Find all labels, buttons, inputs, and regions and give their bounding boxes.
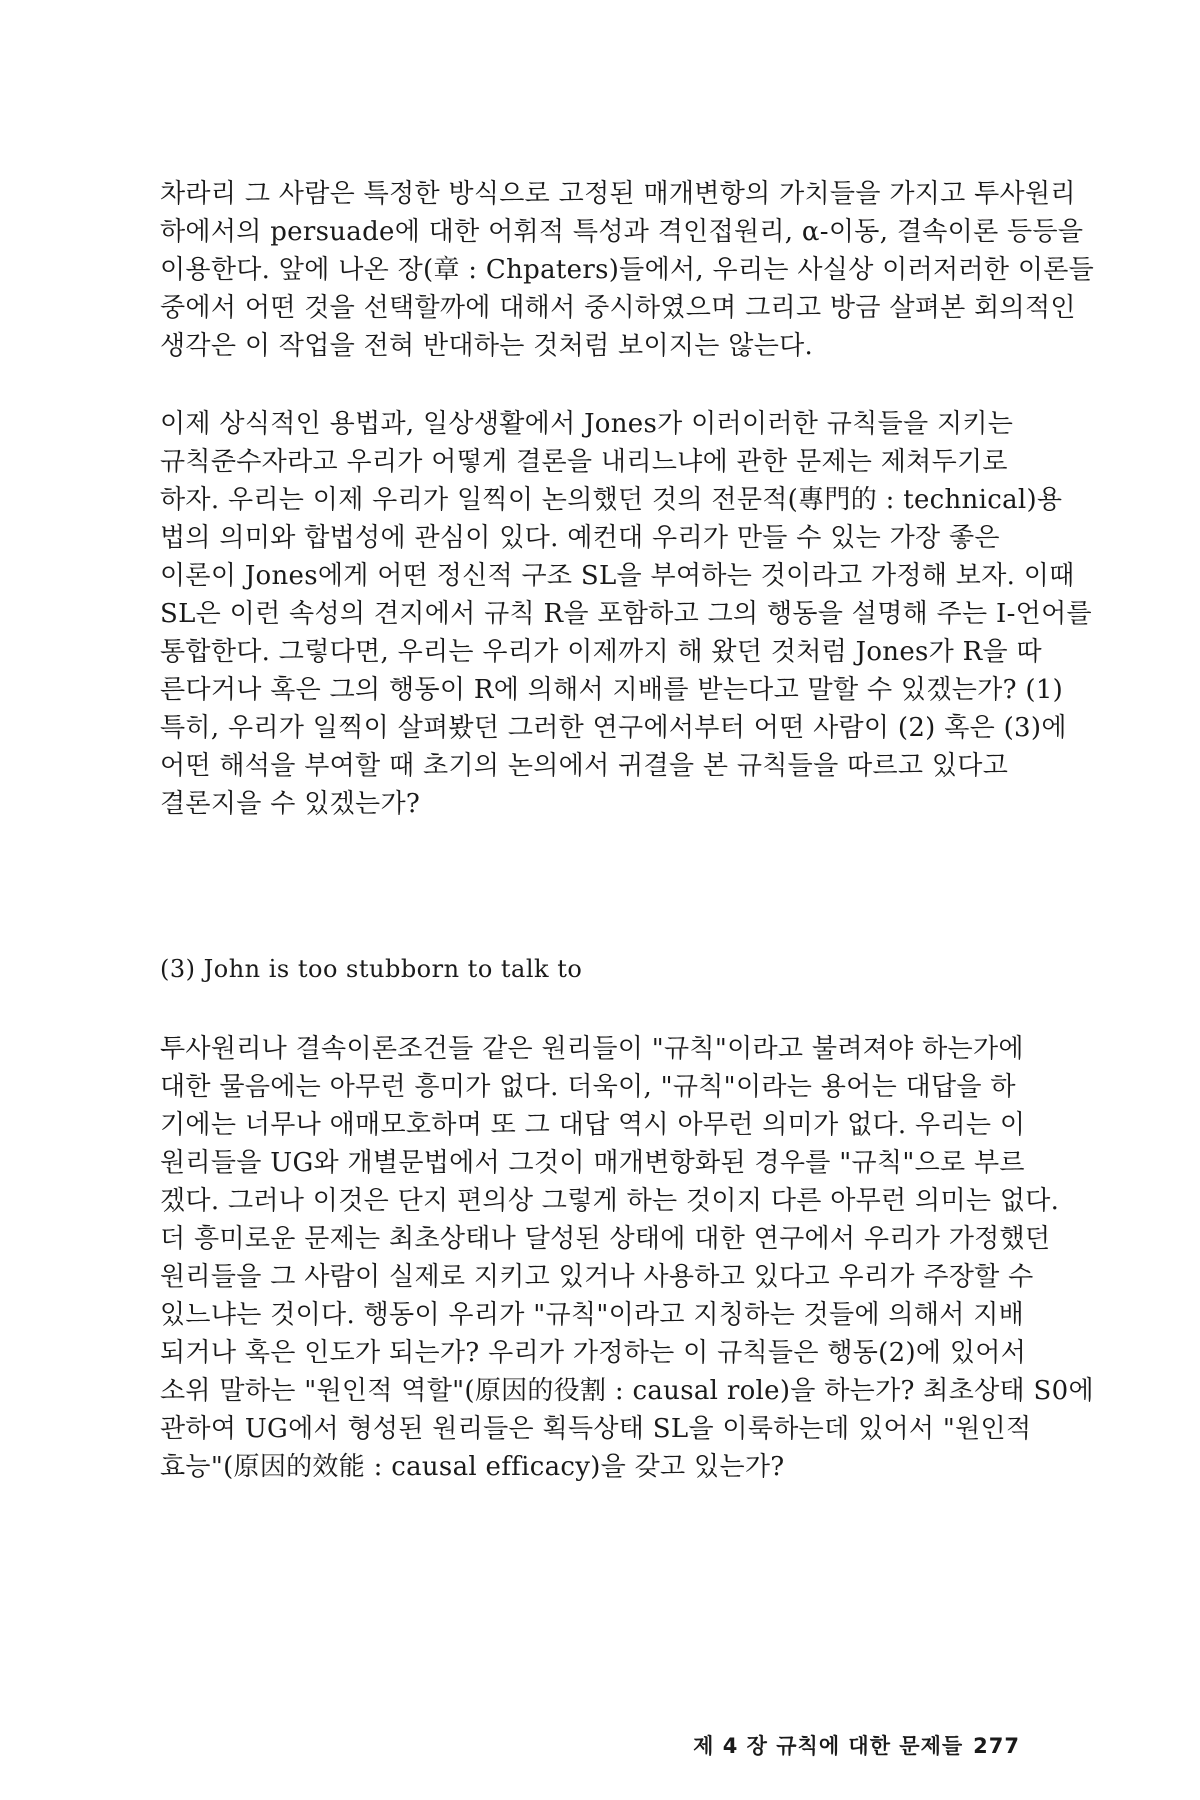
- text-line: 소위 말하는 "원인적 역할"(原因的役割 : causal role)을 하는가? 최초상태 S0에: [160, 1376, 1094, 1406]
- text-line: 하자. 우리는 이제 우리가 일찍이 논의했던 것의 전문적(專門的 : technical)용: [160, 485, 1063, 515]
- text-line: 원리들을 그 사람이 실제로 지키고 있거나 사용하고 있다고 우리가 주장할 수: [160, 1262, 1034, 1292]
- text-line: 결론지을 수 있겠는가?: [160, 789, 421, 819]
- text-line: 생각은 이 작업을 전혀 반대하는 것처럼 보이지는 않는다.: [160, 331, 814, 361]
- text-line: 되거나 혹은 인도가 되는가? 우리가 가정하는 이 규칙들은 행동(2)에 있어서: [160, 1338, 1027, 1368]
- text-line: 기에는 너무나 애매모호하며 또 그 대답 역시 아무런 의미가 없다. 우리는 이: [160, 1110, 1026, 1140]
- text-line: 차라리 그 사람은 특정한 방식으로 고정된 매개변항의 가치들을 가지고 투사원리: [160, 179, 1076, 209]
- chapter-title: 제 4 장 규칙에 대한 문제들: [693, 1734, 964, 1758]
- text-line: 하에서의 persuade에 대한 어휘적 특성과 격인접원리, α-이동, 결속이론 등등을: [160, 217, 1084, 247]
- text-line: 규칙준수자라고 우리가 어떻게 결론을 내리느냐에 관한 문제는 제쳐두기로: [160, 447, 1008, 477]
- text-line: 특히, 우리가 일찍이 살펴봤던 그러한 연구에서부터 어떤 사람이 (2) 혹은 (3)에: [160, 713, 1067, 743]
- text-line: SL은 이런 속성의 견지에서 규칙 R을 포함하고 그의 행동을 설명해 주는 I-언어를: [160, 599, 1092, 629]
- text-line: 중에서 어떤 것을 선택할까에 대해서 중시하였으며 그리고 방금 살펴본 회의적인: [160, 293, 1076, 323]
- text-line: 원리들을 UG와 개별문법에서 그것이 매개변항화된 경우를 "규칙"으로 부르: [160, 1148, 1025, 1178]
- text-line: 법의 의미와 합법성에 관심이 있다. 예컨대 우리가 만들 수 있는 가장 좋은: [160, 523, 1000, 553]
- text-line: 관하여 UG에서 형성된 원리들은 획득상태 SL을 이룩하는데 있어서 "원인적: [160, 1414, 1032, 1444]
- text-line: 른다거나 혹은 그의 행동이 R에 의해서 지배를 받는다고 말할 수 있겠는가? (1): [160, 675, 1064, 705]
- text-line: 대한 물음에는 아무런 흥미가 없다. 더욱이, "규칙"이라는 용어는 대답을 하: [160, 1072, 1016, 1102]
- text-line: 투사원리나 결속이론조건들 같은 원리들이 "규칙"이라고 불려져야 하는가에: [160, 1034, 1024, 1064]
- paragraph-1: [160, 175, 1095, 365]
- page-footer: [693, 1730, 1020, 1760]
- text-line: 이제 상식적인 용법과, 일상생활에서 Jones가 이러이러한 규칙들을 지키는: [160, 409, 1014, 439]
- example-sentence: [160, 950, 1040, 988]
- paragraph-2: [160, 405, 1092, 823]
- text-line: 겠다. 그러나 이것은 단지 편의상 그렇게 하는 것이지 다른 아무런 의미는 없다.: [160, 1186, 1060, 1216]
- text-line: 효능"(原因的效能 : causal efficacy)을 갖고 있는가?: [160, 1452, 785, 1482]
- text-line: 있느냐는 것이다. 행동이 우리가 "규칙"이라고 지칭하는 것들에 의해서 지배: [160, 1300, 1025, 1330]
- page-number: 277: [973, 1734, 1020, 1758]
- paragraph-3: [160, 1030, 1094, 1486]
- text-line: 통합한다. 그렇다면, 우리는 우리가 이제까지 해 왔던 것처럼 Jones가 R을 따: [160, 637, 1042, 667]
- text-line: 더 흥미로운 문제는 최초상태나 달성된 상태에 대한 연구에서 우리가 가정했던: [160, 1224, 1051, 1254]
- text-line: 이용한다. 앞에 나온 장(章 : Chpaters)들에서, 우리는 사실상 이러저러한 이론들: [160, 255, 1095, 285]
- text-line: 이론이 Jones에게 어떤 정신적 구조 SL을 부여하는 것이라고 가정해 보자. 이때: [160, 561, 1075, 591]
- text-line: 어떤 해석을 부여할 때 초기의 논의에서 귀결을 본 규칙들을 따르고 있다고: [160, 751, 1009, 781]
- example-text: (3) John is too stubborn to talk to: [160, 955, 583, 983]
